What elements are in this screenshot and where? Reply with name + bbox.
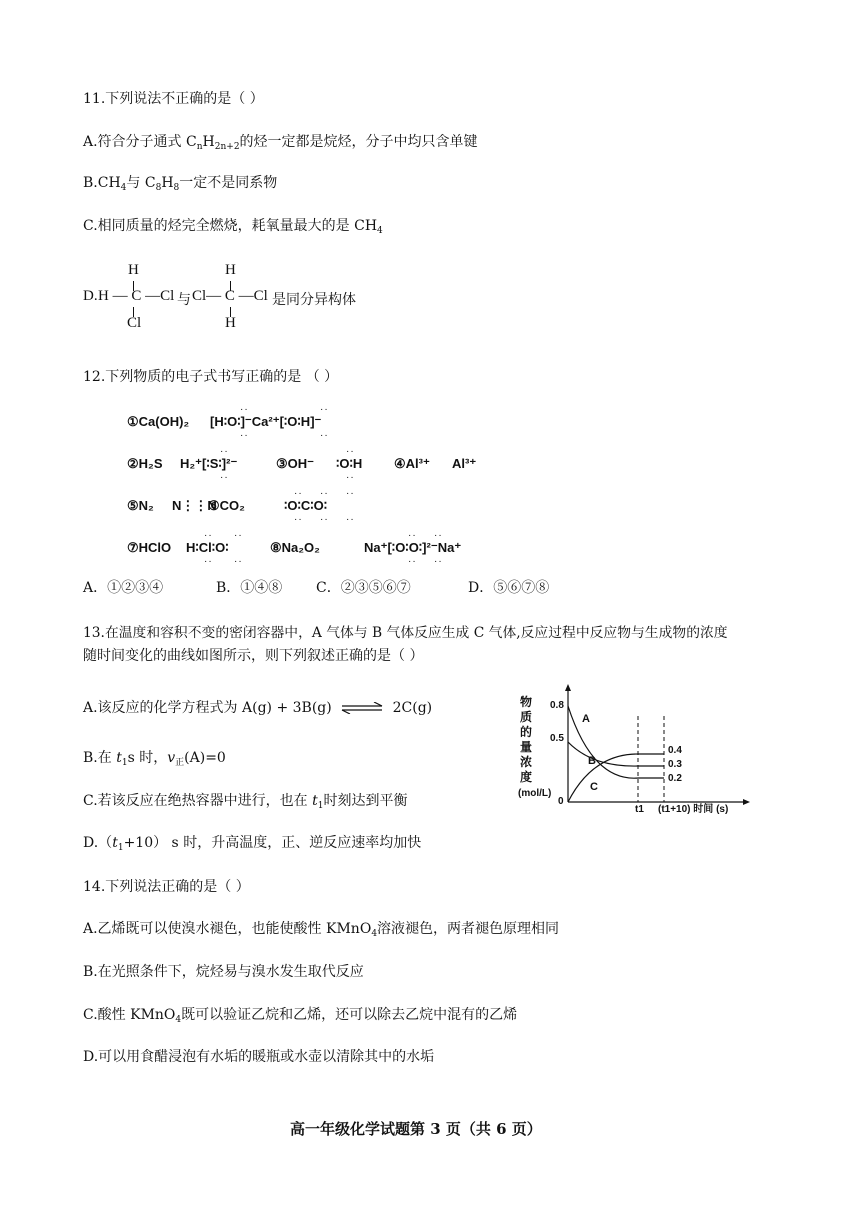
- chart-right-label-03: 0.3: [668, 759, 682, 770]
- lone-pair-dots: ··: [204, 530, 213, 541]
- q12-choice-d: D．⑤⑥⑦⑧: [468, 580, 550, 596]
- q12-item-8-label: ⑧Na₂O₂: [270, 540, 320, 555]
- chart-ylabel-6: 度: [520, 770, 533, 784]
- chart-xtick-t1: t1: [635, 804, 644, 815]
- q12-item-2-formula: H₂⁺[∶S∶]²⁻: [180, 456, 238, 471]
- q13-option-d: $D.(t_1+10)$ s 时，升高温度，正、逆反应速率均加快: [83, 835, 422, 853]
- q14-stem: 14.下列说法正确的是（ ）: [83, 879, 250, 895]
- q13-option-c: C.若该反应在绝热容器中进行，也在 $t_1$时刻达到平衡: [83, 793, 408, 811]
- q12-item-1-formula: [H∶O∶]⁻Ca²⁺[∶O∶H]⁻: [210, 414, 322, 429]
- struct-right-row: Cl— C —Cl: [192, 288, 268, 304]
- q14-option-d: D.可以用食醋浸泡有水垢的暖瓶或水壶以清除其中的水垢: [83, 1049, 435, 1065]
- q13-stem-line-2: 随时间变化的曲线如图所示，则下列叙述正确的是（ ）: [83, 648, 424, 664]
- q13-stem-line-1: 13.在温度和容积不变的密闭容器中，A 气体与 B 气体反应生成 C 气体,反应过程中反应物与生成物的浓度: [83, 625, 728, 641]
- series-label-b: B: [588, 755, 596, 767]
- y-axis-arrow-icon: [565, 684, 571, 691]
- lone-pair-dots: ··: [434, 530, 443, 541]
- q12-item-6-formula: ∶O∶C∶O∶: [284, 498, 328, 513]
- q12-item-3-formula: ∶O∶H: [336, 456, 363, 471]
- lone-pair-dots: ··: [346, 488, 355, 499]
- struct-right-bottom: H: [225, 315, 236, 331]
- struct-left-bottom: Cl: [127, 315, 142, 331]
- q12-choice-b: B．①④⑧: [216, 580, 283, 596]
- q12-item-8-formula: Na⁺[∶O∶O∶]²⁻Na⁺: [364, 540, 462, 555]
- q12-item-5-label: ⑤N₂: [127, 498, 154, 513]
- struct-right-top: H: [225, 262, 236, 278]
- lone-pair-dots: ··: [320, 430, 329, 441]
- q11-d-post: 是同分异构体: [272, 292, 356, 308]
- struct-left-top: H: [128, 262, 139, 278]
- lone-pair-dots: ··: [408, 530, 417, 541]
- concentration-time-chart: [510, 680, 760, 820]
- q12-item-4-formula: Al³⁺: [452, 456, 477, 471]
- lone-pair-dots: ··: [320, 514, 329, 525]
- q13-option-b: B.在 $t_1s$ 时，$v_正(A)=0$: [83, 750, 226, 768]
- q12-item-7-formula: H∶Cl∶O∶: [186, 540, 229, 555]
- lone-pair-dots: ··: [346, 514, 355, 525]
- q12-stem: 12.下列物质的电子式书写正确的是 （ ）: [83, 369, 339, 385]
- lone-pair-dots: ··: [234, 556, 243, 567]
- chart-ylabel-3: 的: [520, 725, 533, 739]
- chart-ytick-08: 0.8: [550, 700, 564, 711]
- q12-item-2-label: ②H₂S: [127, 456, 163, 471]
- x-axis-arrow-icon: [743, 799, 750, 805]
- series-label-a: A: [582, 713, 590, 725]
- chart-ylabel-2: 质: [520, 710, 533, 724]
- lone-pair-dots: ··: [408, 556, 417, 567]
- lone-pair-dots: ··: [294, 514, 303, 525]
- chart-ylabel-1: 物: [520, 695, 533, 709]
- chart-right-label-04: 0.4: [668, 745, 682, 756]
- q14-option-a: A.乙烯既可以使溴水褪色，也能使酸性 KMnO$_4$溶液褪色，两者褪色原理相同: [83, 921, 560, 939]
- chart-ylabel-5: 浓: [520, 755, 533, 769]
- q12-choice-c: C．②③⑤⑥⑦: [316, 580, 411, 596]
- lone-pair-dots: ··: [234, 530, 243, 541]
- q11-option-c: C.相同质量的烃完全燃烧，耗氧量最大的是 $CH_4$: [83, 218, 383, 236]
- q12-item-7-label: ⑦HClO: [127, 540, 172, 555]
- chart-ytick-05: 0.5: [550, 733, 564, 744]
- struct-left-row: H — C —Cl: [98, 288, 175, 304]
- q13-option-a: A.该反应的化学方程式为 A(g) + 3B(g) 2C(g): [83, 700, 433, 716]
- chart-yunit: (mol/L): [518, 788, 552, 799]
- q12-item-4-label: ④Al³⁺: [394, 456, 430, 471]
- chart-ytick-0: 0: [558, 796, 564, 807]
- lone-pair-dots: ··: [346, 446, 355, 457]
- lone-pair-dots: ··: [346, 472, 355, 483]
- q12-item-1-label: ①Ca(OH)₂: [127, 414, 190, 429]
- chart-xlabel: (t1+10) 时间 (s): [658, 804, 729, 815]
- q12-item-5-formula: N⋮⋮N: [172, 498, 217, 513]
- equilibrium-arrow-icon: [340, 702, 384, 714]
- lone-pair-dots: ··: [320, 488, 329, 499]
- chart-right-label-02: 0.2: [668, 773, 682, 784]
- lone-pair-dots: ··: [320, 404, 329, 415]
- q12-item-3-label: ③OH⁻: [276, 456, 315, 471]
- lone-pair-dots: ··: [240, 430, 249, 441]
- lone-pair-dots: ··: [434, 556, 443, 567]
- lone-pair-dots: ··: [240, 404, 249, 415]
- page-footer: 高一年级化学试题第 3 页（共 6 页）: [290, 1120, 542, 1138]
- q14-option-c: C.酸性 KMnO$_4$既可以验证乙烷和乙烯，还可以除去乙烷中混有的乙烯: [83, 1007, 518, 1025]
- lone-pair-dots: ··: [294, 488, 303, 499]
- series-curve-a: [568, 706, 638, 778]
- q12-item-6-label: ⑥CO₂: [208, 498, 245, 513]
- lone-pair-dots: ··: [204, 556, 213, 567]
- q11-d-and: 与: [177, 292, 191, 308]
- lone-pair-dots: ··: [220, 472, 229, 483]
- q11-option-b: $B.CH_4$与 $C_8H_8$一定不是同系物: [83, 175, 278, 193]
- q11-option-a: A.符合分子通式 $C_nH_{2n+2}$的烃一定都是烷烃，分子中均只含单键: [83, 134, 478, 152]
- chart-ylabel-4: 量: [520, 740, 533, 754]
- lone-pair-dots: ··: [220, 446, 229, 457]
- q12-choice-a: A．①②③④: [83, 580, 164, 596]
- series-label-c: C: [590, 781, 598, 793]
- q11-stem: 11.下列说法不正确的是（ ）: [83, 91, 264, 107]
- q14-option-b: B.在光照条件下，烷烃易与溴水发生取代反应: [83, 964, 364, 980]
- q11-d-label: D.: [83, 288, 98, 304]
